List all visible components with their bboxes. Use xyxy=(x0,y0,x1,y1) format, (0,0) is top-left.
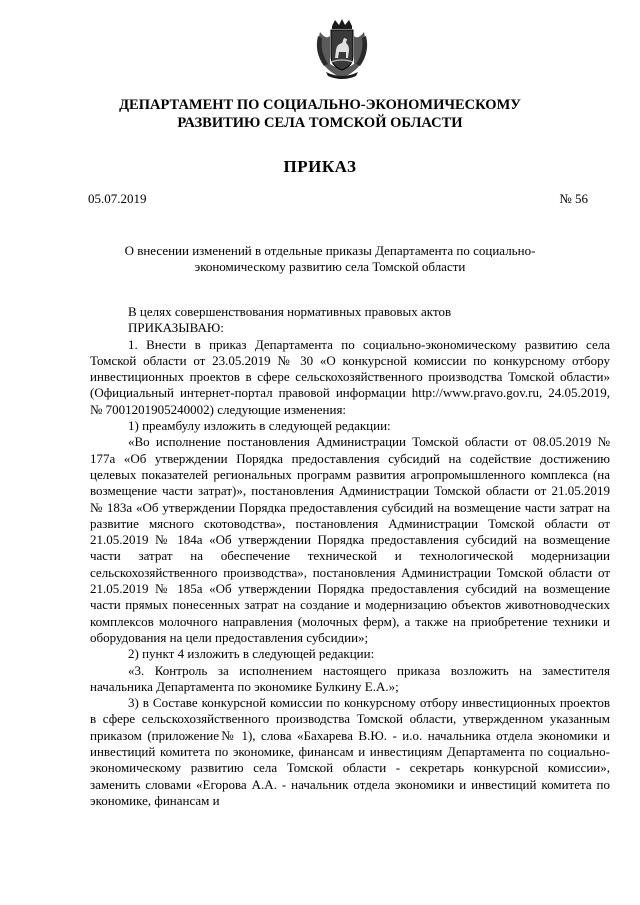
body-paragraph: 1. Внести в приказ Департамента по социально-экономическому развитию села Томской области от 23.05.2019 № 30 «О конкурсной комиссии по конкурсному отбору инвестиционных проектов в сфере сельскохозяйственного производства Томской области» (Официальный интернет-портал правовой информации http://www.pravo.gov.ru, 24.05.2019, № 7001201905240002) следующие изменения: xyxy=(90,336,610,417)
document-body xyxy=(90,304,610,809)
document-type: ПРИКАЗ xyxy=(283,157,357,176)
organization-name xyxy=(60,96,580,132)
body-paragraph: ПРИКАЗЫВАЮ: xyxy=(128,320,224,336)
body-paragraph: 1) преамбулу изложить в следующей редакции: xyxy=(128,418,391,434)
body-paragraph: 3) в Составе конкурсной комиссии по конкурсному отбору инвестиционных проектов в сфере сельскохозяйственного производства Томской области, утвержденном указанным приказом (приложение№ 1), слова «Бахарева В.Ю. - и.о. начальника отдела экономики и инвестиций комитета по экономике, финансам и инвестициям Департамента по социально-экономическому развитию села Томской области - секретарь конкурсной комиссии», заменить словами «Егорова А.А. - начальник отдела экономики и инвестиций комитета по экономике, финансам и xyxy=(90,695,610,808)
subject-line-2: экономическому развитию села Томской области xyxy=(194,259,466,274)
tomsk-oblast-coat-of-arms-icon xyxy=(314,18,370,80)
body-paragraph: В целях совершенствования нормативных правовых актов xyxy=(128,304,452,319)
document-subject xyxy=(90,243,570,275)
body-paragraph: «Во исполнение постановления Администрации Томской области от 08.05.2019 № 177а «Об утверждении Порядка предоставления субсидий на содействие достижению целевых показателей региональных программ развития агропромышленного комплекса (на возмещение части затрат)», постановления Администрации Томской области от 21.05.2019 № 183а «Об утверждении Порядка предоставления субсидий на возмещение части затрат на развитие мясного скотоводства», постановления Администрации Томской области от 21.05.2019 № 184а «Об утверждении Порядка предоставления субсидий на возмещение части затрат на обеспечение технической и технологической модернизации сельскохозяйственного производства», постановления Администрации Томской области от 21.05.2019 № 185а «Об утверждении Порядка предоставления субсидий на возмещение части прямых понесенных затрат на создание и модернизацию объектов животноводческих комплексов молочного направления (молочных ферм), а также на приобретение техники и оборудования на цели предоставления субсидии»; xyxy=(90,434,610,645)
org-line-2: РАЗВИТИЮ СЕЛА ТОМСКОЙ ОБЛАСТИ xyxy=(177,115,463,131)
document-date: 05.07.2019 xyxy=(88,191,147,206)
subject-line-1: О внесении изменений в отдельные приказы Департамента по социально- xyxy=(124,243,536,258)
body-paragraph: 2) пункт 4 изложить в следующей редакции: xyxy=(128,646,375,662)
document-number: № 56 xyxy=(559,191,588,206)
org-line-1: ДЕПАРТАМЕНТ ПО СОЦИАЛЬНО-ЭКОНОМИЧЕСКОМУ xyxy=(119,97,521,113)
body-paragraph: «3. Контроль за исполнением настоящего приказа возложить на заместителя начальника Департамента по экономике Булкину Е.А.»; xyxy=(90,662,610,694)
